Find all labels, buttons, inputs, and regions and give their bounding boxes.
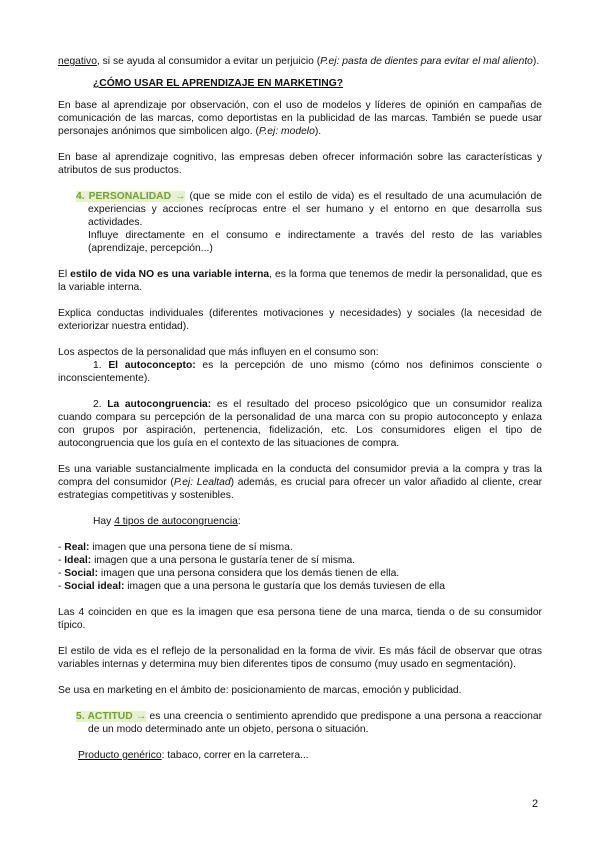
paragraph-aspectos: Los aspectos de la personalidad que más influyen en el consumo son: <box>58 347 379 358</box>
document-page <box>58 55 542 762</box>
paragraph-conductas: Explica conductas individuales (diferentes motivaciones y necesidades) y sociales (la necesidad de exteriorizar nuestra entidad). <box>58 308 542 332</box>
list-item: - Real: imagen que una persona tiene de sí misma. <box>58 542 293 553</box>
list-item-personalidad-cont: Influye directamente en el consumo e indirectamente a través del resto de las variables (aprendizaje, percepción...) <box>88 230 542 254</box>
paragraph-variable: Es una variable sustancialmente implicada en la conducta del consumidor previa a la compra y tras la compra del consumidor (P.ej: Lealtad) además, es crucial para ofrecer un valor añadido al cliente, crear estrategias competitivas y sostenibles. <box>58 464 543 501</box>
paragraph-negativo: negativo, si se ayuda al consumidor a evitar un perjuicio (P.ej: pasta de dientes para evitar el mal aliento). <box>58 56 540 67</box>
paragraph-cognitivo: En base al aprendizaje cognitivo, las empresas deben ofrecer información sobre las características y atributos de sus productos. <box>58 152 542 176</box>
paragraph-producto-generico: Producto genérico: tabaco, correr en la carretera... <box>78 750 309 761</box>
paragraph-coinciden: Las 4 coinciden en que es la imagen que esa persona tiene de una marca, tienda o de su consumidor típico. <box>58 607 542 631</box>
types-list <box>58 541 542 593</box>
list-item-actitud: 5. ACTITUD → es una creencia o sentimiento aprendido que predispone a una persona a reaccionar de un modo determinado ante un objeto, persona o situación. <box>76 711 543 735</box>
list-item: - Social: imagen que una persona considera que los demás tienen de ella. <box>58 568 400 579</box>
paragraph-tipos: Hay 4 tipos de autocongruencia: <box>93 516 241 527</box>
list-item: - Ideal: imagen que a una persona le gustaría tener de sí misma. <box>58 555 356 566</box>
list-item-personalidad: 4. PERSONALIDAD → (que se mide con el estilo de vida) es el resultado de una acumulación de experiencias y acciones recíprocas entre el ser humano y el entorno en que desarrolla sus actividades. <box>76 191 542 228</box>
paragraph-observacion: En base al aprendizaje por observación, con el uso de modelos y líderes de opinión en campañas de comunicación de las marcas, como deportistas en la publicidad de las marcas. También se puede usar personajes anónimos que simbolicen algo. (P.ej: modelo). <box>58 100 542 137</box>
section-heading: ¿CÓMO USAR EL APRENDIZAJE EN MARKETING? <box>93 78 343 89</box>
paragraph-reflejo: El estilo de vida es el reflejo de la personalidad en la forma de vivir. Es más fácil de observar que otras variables internas y determina muy bien diferentes tipos de consumo (muy usado en segmentación). <box>58 646 542 670</box>
paragraph-estilo-vida: El estilo de vida NO es una variable interna, es la forma que tenemos de medir la personalidad, que es la variable interna. <box>58 269 542 293</box>
paragraph-autoconcepto: 1. El autoconcepto: es la percepción de uno mismo (cómo nos definimos consciente o inconscientemente). <box>58 360 542 384</box>
page-number: 2 <box>532 798 539 810</box>
paragraph-autocongruencia: 2. La autocongruencia: es el resultado del proceso psicológico que un consumidor realiza cuando compara su percepción de la personalidad de una marca con su propio autoconcepto y enlaza con grupos por aspiración, pertenencia, fidelización, etc. Los consumidores eligen el tipo de autocongruencia que los guía en el contexto de las situaciones de compra. <box>58 399 543 449</box>
list-item: - Social ideal: imagen que a una persona le gustaría que los demás tuviesen de ella <box>58 581 445 592</box>
paragraph-marketing: Se usa en marketing en el ámbito de: posicionamiento de marcas, emoción y publicidad. <box>58 685 462 696</box>
